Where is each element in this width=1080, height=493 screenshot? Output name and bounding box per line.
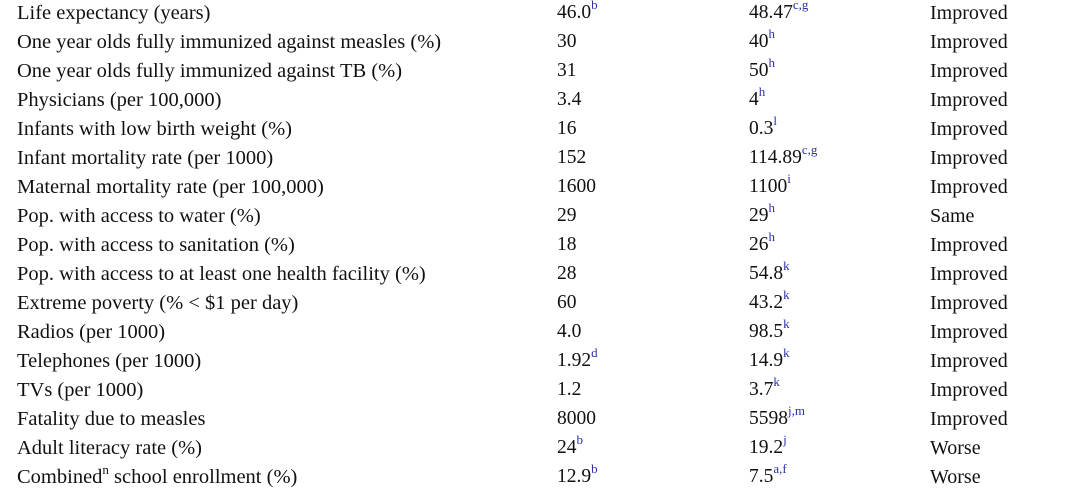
footnote-marker: k	[783, 316, 790, 331]
footnote-marker: k	[783, 287, 790, 302]
indicator-label: One year olds fully immunized against TB (%)	[17, 60, 403, 82]
baseline-value: 28	[557, 263, 577, 284]
table-row	[0, 287, 1080, 319]
footnote-marker: d	[591, 345, 598, 360]
baseline-value: 8000	[557, 408, 596, 429]
baseline-value: 12.9$^b$	[557, 461, 598, 487]
baseline-value: 4.0	[557, 321, 582, 342]
table-row	[0, 345, 1080, 377]
indicator-label: Pop. with access to at least one health facility (%)	[17, 263, 426, 285]
indicator-label: Adult literacy rate (%)	[17, 437, 202, 459]
indicator-label: Infant mortality rate (per 1000)	[17, 147, 274, 169]
status-text: Improved	[930, 234, 1008, 256]
baseline-value: 3.4	[557, 89, 582, 110]
current-value: 54.8$^k$	[749, 258, 790, 284]
footnote-marker: h	[758, 84, 766, 99]
current-value: 0.3$^l$	[749, 113, 777, 139]
status-text: Improved	[930, 263, 1008, 285]
current-value: 4$^h$	[749, 84, 766, 110]
footnote-marker: b	[576, 432, 583, 447]
current-value: 98.5$^k$	[749, 316, 790, 342]
baseline-value: 24$^b$	[557, 432, 583, 458]
status-text: Worse	[930, 466, 981, 488]
current-value: 48.47$^{c,g}$	[749, 0, 808, 26]
table-row	[0, 200, 1080, 232]
current-value: 50$^h$	[749, 55, 775, 81]
footnote-marker: i	[787, 171, 791, 186]
current-value: 43.2$^k$	[749, 287, 790, 313]
baseline-value: 16	[557, 118, 577, 139]
table-row	[0, 113, 1080, 145]
footnote-marker: b	[591, 0, 598, 12]
baseline-value: 30	[557, 31, 577, 52]
table-row	[0, 55, 1080, 87]
status-text: Improved	[930, 60, 1008, 82]
footnote-marker: j,m	[788, 403, 805, 418]
footnote-marker: n	[102, 462, 109, 477]
current-value: 26$^h$	[749, 229, 775, 255]
baseline-value: 1600	[557, 176, 596, 197]
status-text: Improved	[930, 31, 1008, 53]
footnote-marker: h	[768, 200, 775, 215]
footnote-marker: h	[768, 55, 775, 70]
indicator-label: Pop. with access to sanitation (%)	[17, 234, 295, 256]
baseline-value: 18	[557, 234, 577, 255]
current-value: 40$^h$	[749, 26, 775, 52]
status-text: Improved	[930, 89, 1008, 111]
current-value: 1100$^i$	[749, 171, 791, 197]
footnote-marker: a,f	[773, 461, 787, 476]
table-row	[0, 461, 1080, 493]
indicator-label: Radios (per 1000)	[17, 321, 166, 343]
indicator-label: Fatality due to measles	[17, 408, 206, 430]
current-value: 7.5$^{a,f}$	[749, 461, 787, 487]
indicator-label: Infants with low birth weight (%)	[17, 118, 292, 140]
footnote-marker: l	[773, 113, 777, 128]
current-value: 19.2$^j$	[749, 432, 787, 458]
current-value: 3.7$^k$	[749, 374, 780, 400]
status-text: Improved	[930, 321, 1008, 343]
indicator-label: Combined$^n$ school enrollment (%)	[17, 462, 298, 488]
footnote-marker: h	[768, 26, 775, 41]
footnote-marker: b	[591, 461, 598, 476]
footnote-marker: k	[783, 258, 790, 273]
indicator-label: Pop. with access to water (%)	[17, 205, 261, 227]
table-row	[0, 142, 1080, 174]
table-row	[0, 171, 1080, 203]
footnote-marker: c,g	[792, 0, 809, 12]
status-text: Improved	[930, 118, 1008, 140]
status-text: Same	[930, 205, 975, 227]
baseline-value: 152	[557, 147, 587, 168]
indicator-label: Maternal mortality rate (per 100,000)	[17, 176, 324, 198]
footnote-marker: k	[783, 345, 790, 360]
baseline-value: 46.0$^b$	[557, 0, 598, 26]
table-row	[0, 26, 1080, 58]
status-text: Improved	[930, 2, 1008, 24]
table-row	[0, 258, 1080, 290]
footnote-marker: k	[773, 374, 780, 389]
table-row	[0, 374, 1080, 406]
status-text: Improved	[930, 350, 1008, 372]
table-row	[0, 432, 1080, 464]
current-value: 114.89$^{c,g}$	[749, 142, 818, 168]
baseline-value: 1.92$^d$	[557, 345, 598, 371]
table-row	[0, 403, 1080, 435]
status-text: Improved	[930, 408, 1008, 430]
footnote-marker: h	[768, 229, 775, 244]
indicator-label: Telephones (per 1000)	[17, 350, 202, 372]
indicator-label: One year olds fully immunized against measles (%)	[17, 31, 442, 53]
table-row	[0, 0, 1080, 29]
table-row	[0, 84, 1080, 116]
baseline-value: 1.2	[557, 379, 582, 400]
table-row	[0, 229, 1080, 261]
current-value: 5598$^{j,m}$	[749, 403, 805, 429]
indicator-label: Extreme poverty (% < $1 per day)	[17, 292, 299, 314]
status-text: Improved	[930, 292, 1008, 314]
current-value: 14.9$^k$	[749, 345, 790, 371]
status-text: Improved	[930, 379, 1008, 401]
indicator-label: TVs (per 1000)	[17, 379, 144, 401]
status-text: Improved	[930, 147, 1008, 169]
indicator-label: Life expectancy (years)	[17, 2, 211, 24]
table-row	[0, 316, 1080, 348]
current-value: 29$^h$	[749, 200, 775, 226]
baseline-value: 60	[557, 292, 577, 313]
baseline-value: 29	[557, 205, 577, 226]
baseline-value: 31	[557, 60, 577, 81]
indicator-label: Physicians (per 100,000)	[17, 89, 222, 111]
status-text: Worse	[930, 437, 981, 459]
footnote-marker: c,g	[801, 142, 818, 157]
status-text: Improved	[930, 176, 1008, 198]
footnote-marker: j	[783, 432, 787, 447]
